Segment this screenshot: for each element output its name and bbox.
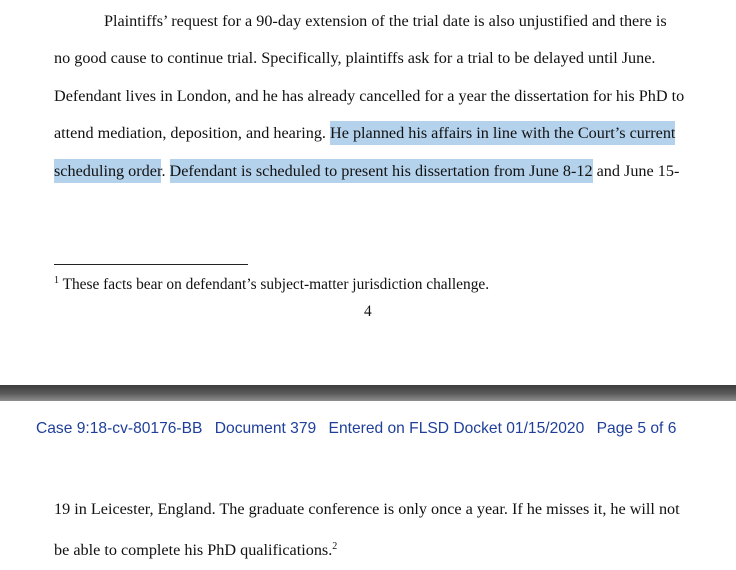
selected-text[interactable]: scheduling order xyxy=(54,159,161,183)
paragraph-line-3: Defendant lives in London, and he has already cancelled for a year the dissertation for his PhD to xyxy=(54,87,685,105)
paragraph-line-2: no good cause to continue trial. Specifically, plaintiffs ask for a trial to be delayed until June. xyxy=(54,49,656,67)
footnote-divider xyxy=(54,264,248,265)
court-filing-header xyxy=(36,418,676,440)
line-text: . xyxy=(161,162,166,180)
selected-text[interactable]: He planned his affairs in line with the Court’s current xyxy=(330,121,675,145)
footnote xyxy=(54,270,489,296)
paragraph-line-7 xyxy=(54,536,337,561)
line-text: attend mediation, deposition, and hearing. xyxy=(54,124,326,142)
selected-text[interactable]: Defendant is scheduled to present his dissertation from June 8-12 xyxy=(170,159,593,183)
page-separator xyxy=(0,385,736,401)
page-indicator: Page 5 of 6 xyxy=(596,420,677,437)
footnote-reference[interactable]: 2 xyxy=(332,541,338,552)
footnote-text: These facts bear on defendant’s subject-matter jurisdiction challenge. xyxy=(62,276,490,293)
docket-entry: Entered on FLSD Docket 01/15/2020 xyxy=(328,420,585,437)
document-number: Document 379 xyxy=(214,420,317,437)
case-number: Case 9:18-cv-80176-BB xyxy=(36,420,203,437)
line-text: be able to complete his PhD qualifications. xyxy=(54,541,333,559)
paragraph-line-5 xyxy=(54,160,679,182)
paragraph-line-4 xyxy=(54,122,675,144)
footnote-marker: 1 xyxy=(54,275,59,286)
paragraph-line-1: Plaintiffs’ request for a 90-day extension of the trial date is also unjustified and there is xyxy=(104,12,667,30)
paragraph-line-6: 19 in Leicester, England. The graduate conference is only once a year. If he misses it, he will not xyxy=(54,500,680,518)
page-number: 4 xyxy=(364,303,372,320)
line-text: and June 15- xyxy=(596,162,680,180)
